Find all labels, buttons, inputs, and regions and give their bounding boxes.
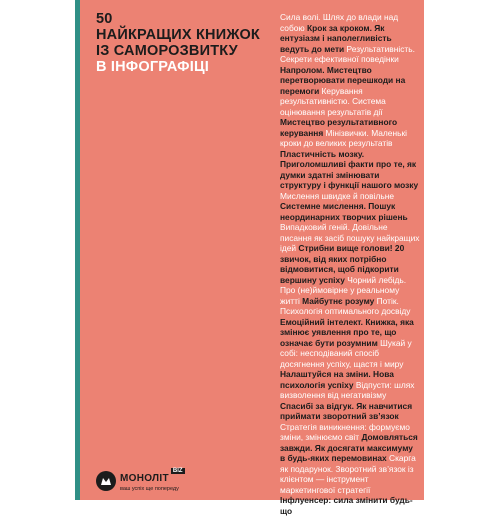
book-title-text: Відпусти: шлях визволення від негативізму [280,379,415,400]
publisher-badge: BIZ [172,468,183,474]
book-title-highlight: Домовляться завжди. Як досягати максимуму в будь-яких перемовинах [280,432,418,463]
book-title-highlight: Спасибі за відгук. Як навчитися приймати зворотний зв’язок [280,400,413,421]
title-line: НАЙКРАЩИХ КНИЖОК [96,27,260,43]
book-title-text: Мислення швидке й повільне [280,190,395,201]
book-title-text: Випадковий геній. Довільне писання як засіб пошуку найкращих ідей [280,222,420,253]
book-title-text: Результативність. Секрети ефективної поведінки [280,43,415,64]
book-title-highlight: Стрибни вище голови! 20 звичок, від яких потрібно відмовитися, щоб підкорити вершину успіху [280,243,405,285]
book-title-text: Стратегія виникнення: формуємо зміни, змінюємо світ [280,421,410,442]
publisher-name: МОНОЛІТ [120,473,169,484]
book-title-highlight: Системне мислення. Пошук неординарних творчих рішень [280,201,408,222]
book-title-text: Чорний лебідь. Про (не)ймовірне у реальному житті [280,274,407,306]
book-title-text: Мінізвички. Маленькі кроки до великих результатів [280,127,407,148]
book-title-highlight: Пластичність мозку. Приголомшливі факти про те, як думки здатні змінювати структуру і функції нашого мозку [280,148,419,190]
book-cover [80,0,424,516]
logo-text [120,468,185,493]
book-title-text: Скарга як подарунок. Зворотний зв’язок із клієнтом — інструмент маркетингової стратегії [280,453,416,495]
book-title [96,11,296,75]
book-title-highlight: Напролом. Мистецтво перетворювати перешкоди на перемоги [280,64,406,96]
book-title-text: Керування результативністю. Система оцінювання результатів дії [280,85,386,117]
publisher-logo [96,468,185,493]
book-title-text: Лідер без титулу [292,505,360,516]
monolith-logo-icon [96,471,116,491]
book-title-text: Потік. Психологія оптимального досвіду [280,295,411,316]
title-number: 50 [96,11,113,27]
book-list-blurb [280,12,420,516]
book-title-highlight: Майбутнє розуму [302,295,375,306]
book-title-highlight: Інфлуенсер: сила змінити будь-що [280,495,413,516]
book-title-text: Шукай у собі: несподіваний спосіб досягнення успіху, щастя і миру [280,337,412,369]
book-title-highlight: Мистецтво результативного керування [280,117,398,138]
book-title-text: Сила волі. Шлях до влади над собою [280,12,399,33]
book-title-highlight: Налаштуйся на зміни. Нова психологія успіху [280,369,394,390]
title-subtitle: В ІНФОГРАФІЦІ [96,59,210,75]
title-line: ІЗ САМОРОЗВИТКУ [96,43,238,59]
publisher-tagline: ваш успіх ще попереду [120,486,179,492]
book-title-highlight: Емоційний інтелект. Книжка, яка змінює уявлення про те, що означає бути розумним [280,316,414,348]
book-title-highlight: Крок за кроком. Як ентузіазм і наполегливість ведуть до мети [280,22,392,54]
